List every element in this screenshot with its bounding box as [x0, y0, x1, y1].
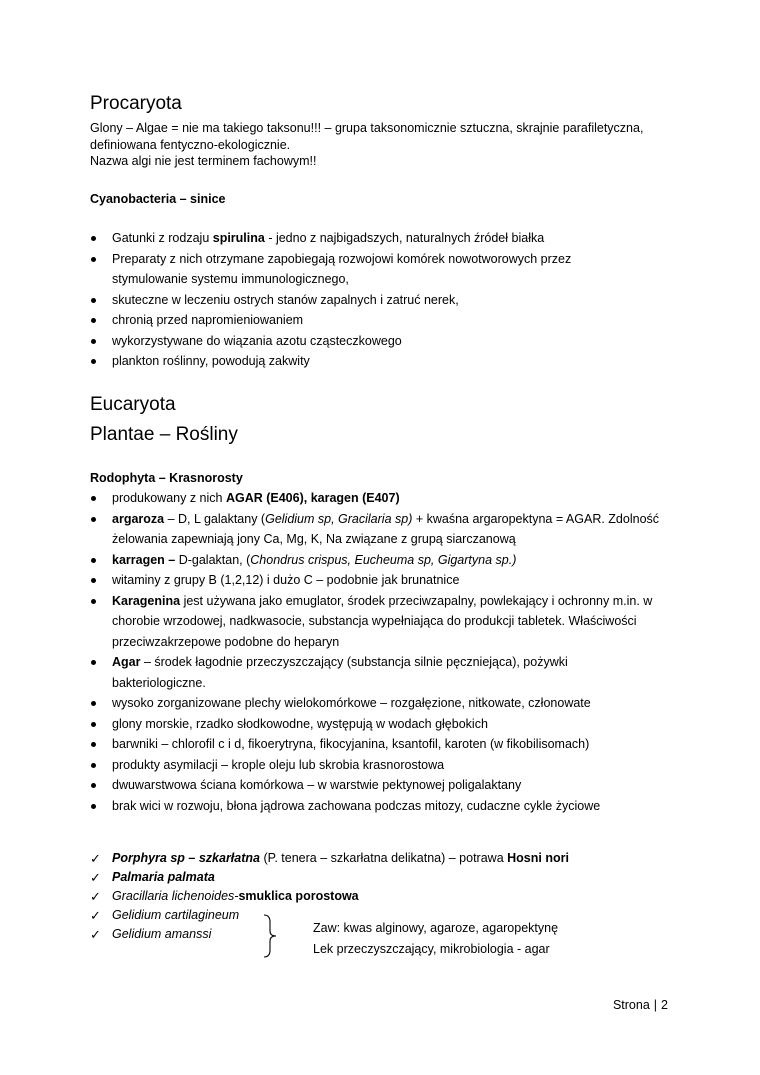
- cyanobacteria-list: [90, 228, 680, 372]
- checklist-item: ✓ Gelidium cartilagineum: [90, 908, 240, 923]
- rodophyta-heading: Rodophyta – Krasnorosty: [90, 470, 243, 485]
- list-item: Karagenina jest używana jako emuglator, środek przeciwzapalny, powlekający i ochronny m.in. w chorobie wrzodowej, nadkwasocie, substancja wypełniająca do produkcji tabletek. Właściwości przeciwzakrzepowe podobne do heparyn: [90, 591, 680, 653]
- page-footer: [613, 995, 668, 1016]
- checkmark-icon: ✓: [90, 908, 101, 923]
- checkmark-icon: ✓: [90, 927, 101, 942]
- list-item: witaminy z grupy B (1,2,12) i dużo C – podobnie jak brunatnice: [90, 570, 680, 591]
- checkmark-icon: ✓: [90, 889, 101, 904]
- intro-line: definiowana fentyczno-ekologicznie.: [90, 137, 291, 152]
- note-line: Lek przeczyszczający, mikrobiologia - agar: [313, 942, 550, 956]
- footer-separator: |: [653, 998, 658, 1012]
- list-item: plankton roślinny, powodują zakwity: [90, 351, 680, 372]
- cyanobacteria-heading: Cyanobacteria – sinice: [90, 191, 226, 206]
- list-item: Preparaty z nich otrzymane zapobiegają rozwojowi komórek nowotworowych przez stymulowanie systemu immunologicznego,: [90, 249, 680, 290]
- list-item: barwniki – chlorofil c i d, fikoerytryna, fikocyjanina, ksantofil, karoten (w fikobilisomach): [90, 734, 680, 755]
- list-item: wysoko zorganizowane plechy wielokomórkowe – rozgałęzione, nitkowate, członowate: [90, 693, 680, 714]
- section-title-plantae: Plantae – Rośliny: [90, 423, 238, 445]
- section-title-procaryota: Procaryota: [90, 93, 182, 114]
- list-item: skuteczne w leczeniu ostrych stanów zapalnych i zatruć nerek,: [90, 290, 680, 311]
- right-brace-icon: [262, 914, 282, 965]
- checkmark-icon: ✓: [90, 851, 101, 866]
- checklist-item: ✓ Gracillaria lichenoides-smuklica porostowa: [90, 889, 359, 904]
- intro-paragraph: [90, 120, 680, 170]
- section-title-eucaryota: Eucaryota: [90, 393, 176, 415]
- list-item: argaroza – D, L galaktany (Gelidium sp, Gracilaria sp) + kwaśna argaropektyna = AGAR. Zdolność żelowania zapewniają jony Ca, Mg, K, Na związane z grupą siarczanową: [90, 509, 680, 550]
- intro-line: Glony – Algae = nie ma takiego taksonu!!! – grupa taksonomicznie sztuczna, skrajnie parafiletyczna,: [90, 121, 644, 135]
- note-line: Zaw: kwas alginowy, agaroze, agaropektynę: [313, 921, 559, 935]
- list-item: produkty asymilacji – krople oleju lub skrobia krasnorostowa: [90, 755, 680, 776]
- page-content: [90, 90, 680, 944]
- checklist-item: ✓ Porphyra sp – szkarłatna (P. tenera – szkarłatna delikatna) – potrawa Hosni nori: [90, 851, 569, 866]
- page-number: 2: [661, 998, 668, 1012]
- list-item: brak wici w rozwoju, błona jądrowa zachowana podczas mitozy, cudaczne cykle życiowe: [90, 796, 680, 817]
- checklist-item: ✓ Gelidium amanssi: [90, 927, 212, 942]
- list-item: Agar – środek łagodnie przeczyszczający (substancja silnie pęczniejąca), pożywki bakteriologiczne.: [90, 652, 680, 693]
- list-item: dwuwarstwowa ściana komórkowa – w warstwie pektynowej poligalaktany: [90, 775, 680, 796]
- rodophyta-list: [90, 488, 680, 816]
- checklist-item: ✓ Palmaria palmata: [90, 870, 215, 885]
- gelidium-notes: [313, 918, 558, 960]
- intro-line: Nazwa algi nie jest terminem fachowym!!: [90, 154, 317, 168]
- list-item: glony morskie, rzadko słodkowodne, występują w wodach głębokich: [90, 714, 680, 735]
- checkmark-icon: ✓: [90, 870, 101, 885]
- list-item: chronią przed napromieniowaniem: [90, 310, 680, 331]
- list-item: Gatunki z rodzaju spirulina - jedno z najbigadszych, naturalnych źródeł białka: [90, 228, 680, 249]
- list-item: wykorzystywane do wiązania azotu cząsteczkowego: [90, 331, 680, 352]
- list-item: produkowany z nich AGAR (E406), karagen (E407): [90, 488, 680, 509]
- list-item: karragen – D-galaktan, (Chondrus crispus, Eucheuma sp, Gigartyna sp.): [90, 550, 680, 571]
- page-label: Strona: [612, 998, 650, 1012]
